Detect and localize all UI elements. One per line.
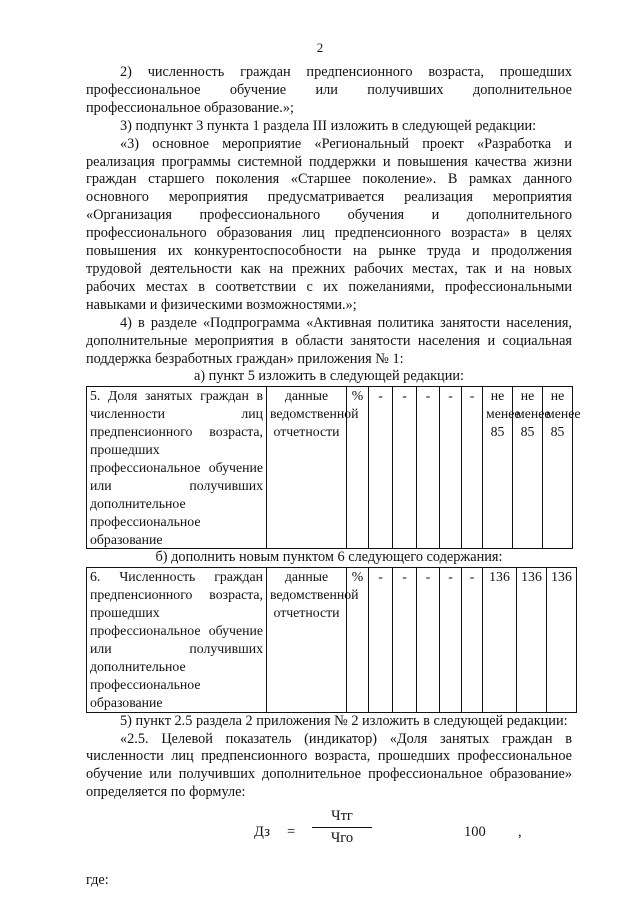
target-value-cell: не менее 85 <box>513 387 543 549</box>
indicator-name-cell <box>87 568 267 712</box>
year-value-cell: - <box>369 568 393 712</box>
formula-numerator: Чтг <box>331 808 353 825</box>
formula-comma: , <box>518 824 522 841</box>
target-value-cell: 136 <box>483 568 517 712</box>
page-number: 2 <box>316 40 324 55</box>
target-value-cell: 136 <box>547 568 577 712</box>
paragraph-item-3: 3) подпункт 3 пункта 1 раздела III изложить в следующей редакции: <box>120 117 537 134</box>
target-value-cell: не менее 85 <box>483 387 513 549</box>
indicator-name: 5. Доля занятых граждан в численности лиц предпенсионного возраста, прошедших профессиональное обучение или получивших дополнительное профессиональное образование <box>90 388 263 547</box>
year-value-cell: - <box>393 568 417 712</box>
year-value-cell: - <box>417 387 440 549</box>
sub-item-b: б) дополнить новым пунктом 6 следующего содержания: <box>155 549 503 566</box>
formula-equals: = <box>287 824 296 841</box>
paragraph-main-measure: «3) основное мероприятие «Региональный проект «Разработка и реализация программы системной поддержки и повышения качества жизни граждан старшего поколения «Старшее поколение». В рамках данного основного мероприятия предусматривается реализация мероприятия «Организация профессионального обучения и дополнительного профессионального образования лиц предпенсионного возраста» в целях повышения их конкурентоспособности на рынке труда и продолжения трудовой деятельности как на прежних рабочих местах, так и на новых рабочих местах в соответствии с их пожеланиями, профессиональными навыками и физическими возможностями.»; <box>86 135 572 313</box>
paragraph-item-5: 5) пункт 2.5 раздела 2 приложения № 2 изложить в следующей редакции: <box>120 712 568 729</box>
sub-item-a: а) пункт 5 изложить в следующей редакции: <box>194 368 464 385</box>
formula-multiplier: 100 <box>464 824 486 841</box>
table-row <box>87 387 573 549</box>
data-source-cell: данные ведомственной отчетности <box>267 387 347 549</box>
indicator-table-6 <box>86 567 577 712</box>
fraction-bar <box>312 827 372 828</box>
table-row <box>87 568 577 712</box>
formula-fraction <box>312 808 372 848</box>
year-value-cell: - <box>369 387 393 549</box>
indicator-table-5 <box>86 386 581 549</box>
indicator-name-cell <box>87 387 267 549</box>
year-value-cell: - <box>417 568 440 712</box>
unit-cell: % <box>347 387 369 549</box>
year-value-cell: - <box>462 387 483 549</box>
document-body <box>86 64 581 890</box>
formula-multiply-sign: × <box>375 824 384 841</box>
year-value-cell: - <box>393 387 417 549</box>
target-value-cell: не менее 85 <box>543 387 573 549</box>
year-value-cell: - <box>440 387 462 549</box>
target-value-cell: 136 <box>517 568 547 712</box>
paragraph-indicator-definition: «2.5. Целевой показатель (индикатор) «Доля занятых граждан в численности лиц предпенсионного возраста, прошедших профессиональное обучение или получивших дополнительное профессиональное образование» определяется по формуле: <box>86 730 572 801</box>
formula-left-side: Дз <box>254 824 270 841</box>
unit-cell: % <box>347 568 369 712</box>
paragraph-item-4: 4) в разделе «Подпрограмма «Активная политика занятости населения, дополнительные мероприятия в области занятости населения и социальная поддержка безработных граждан» приложения № 1: <box>86 314 572 367</box>
data-source-cell: данные ведомственной отчетности <box>267 568 347 712</box>
year-value-cell: - <box>462 568 483 712</box>
year-value-cell: - <box>440 568 462 712</box>
paragraph-item-2: 2) численность граждан предпенсионного возраста, прошедших профессиональное обучение или получивших дополнительное профессиональное образование.»; <box>86 64 572 116</box>
formula-denominator: Чго <box>330 830 354 847</box>
indicator-name: 6. Численность граждан предпенсионного возраста, прошедших профессиональное обучение или получивших дополнительное профессиональное образование <box>90 569 263 710</box>
formula <box>86 806 572 858</box>
where-label: где: <box>86 872 109 889</box>
